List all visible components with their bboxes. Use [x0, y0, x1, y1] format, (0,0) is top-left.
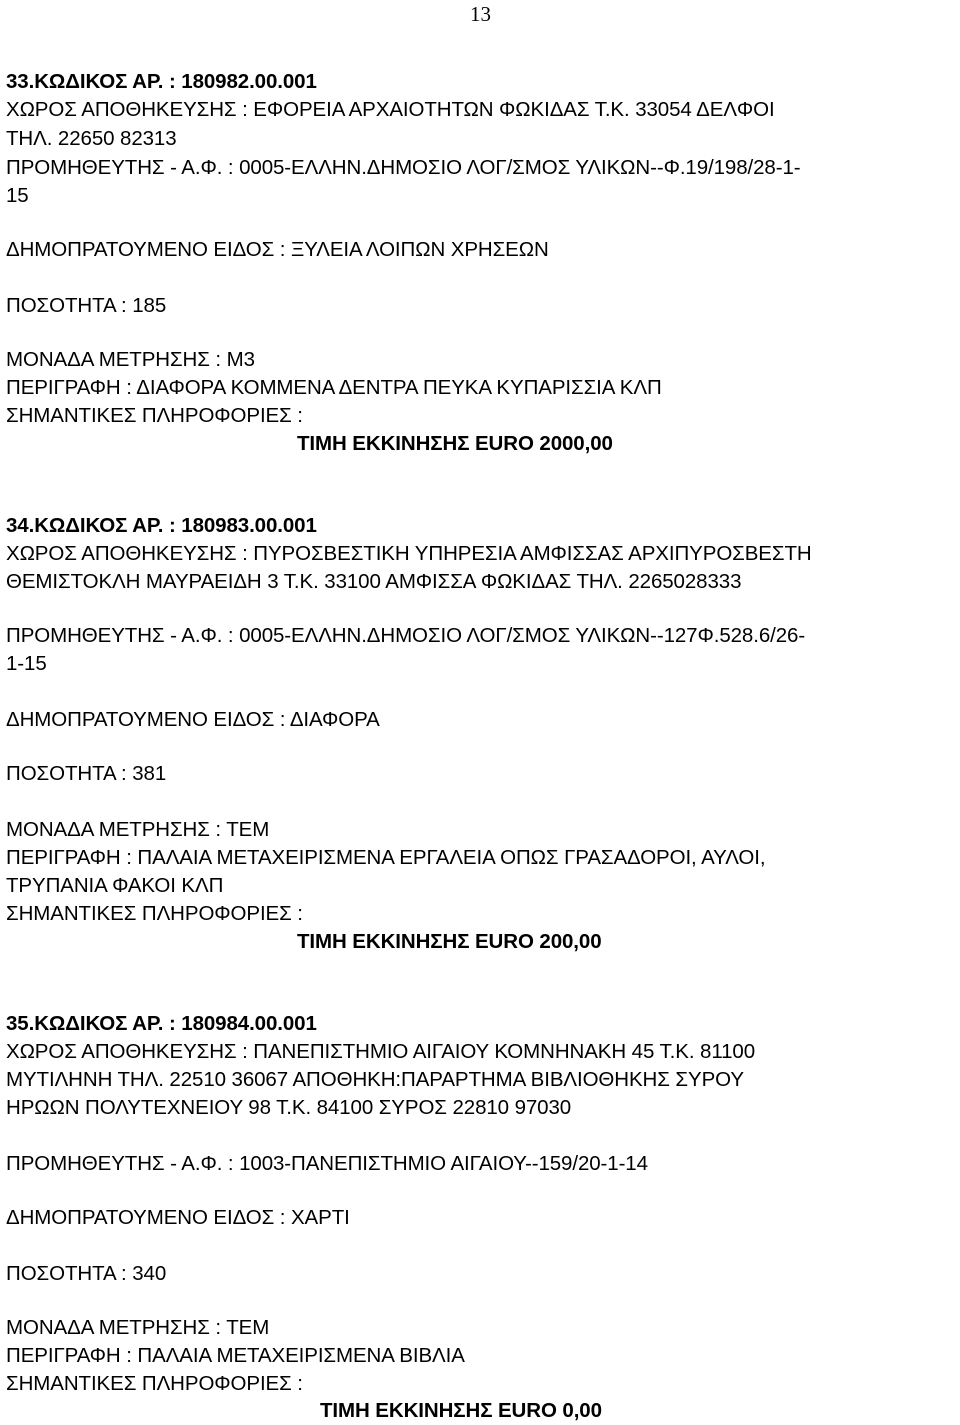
entry-storage-line-2: ΘΕΜΙΣΤΟΚΛΗ ΜΑΥΡΑΕΙΔΗ 3 Τ.Κ. 33100 ΑΜΦΙΣΣΑ ΦΩΚΙΔΑΣ ΤΗΛ. 2265028333 [6, 570, 742, 593]
entry-description: ΠΕΡΙΓΡΑΦΗ : ΠΑΛΑΙΑ ΜΕΤΑΧΕΙΡΙΣΜΕΝΑ ΕΡΓΑΛΕΙΑ ΟΠΩΣ ΓΡΑΣΑΔΟΡΟΙ, ΑΥΛΟΙ, [6, 846, 766, 869]
entry-price: ΤΙΜΗ ΕΚΚΙΝΗΣΗΣ EURO 2000,00 [297, 432, 613, 455]
entry-supplier-line-2: 1-15 [6, 652, 47, 675]
entry-item: ΔΗΜΟΠΡΑΤΟΥΜΕΝΟ ΕΙΔΟΣ : ΔΙΑΦΟΡΑ [6, 708, 380, 731]
entry-description: ΠΕΡΙΓΡΑΦΗ : ΔΙΑΦΟΡΑ ΚΟΜΜΕΝΑ ΔΕΝΤΡΑ ΠΕΥΚΑ ΚΥΠΑΡΙΣΣΙΑ ΚΛΠ [6, 376, 662, 399]
entry-storage: ΧΩΡΟΣ ΑΠΟΘΗΚΕΥΣΗΣ : ΠΥΡΟΣΒΕΣΤΙΚΗ ΥΠΗΡΕΣΙΑ ΑΜΦΙΣΣΑΣ ΑΡΧΙΠΥΡΟΣΒΕΣΤΗ [6, 542, 812, 565]
entry-quantity: ΠΟΣΟΤΗΤΑ : 185 [6, 294, 167, 317]
entry-item: ΔΗΜΟΠΡΑΤΟΥΜΕΝΟ ΕΙΔΟΣ : ΧΑΡΤΙ [6, 1206, 350, 1229]
entry-item: ΔΗΜΟΠΡΑΤΟΥΜΕΝΟ ΕΙΔΟΣ : ΞΥΛΕΙΑ ΛΟΙΠΩΝ ΧΡΗΣΕΩΝ [6, 238, 549, 261]
entry-storage-line-2: ΤΗΛ. 22650 82313 [6, 127, 177, 150]
entry-info: ΣΗΜΑΝΤΙΚΕΣ ΠΛΗΡΟΦΟΡΙΕΣ : [6, 1372, 303, 1395]
entry-storage: ΧΩΡΟΣ ΑΠΟΘΗΚΕΥΣΗΣ : ΠΑΝΕΠΙΣΤΗΜΙΟ ΑΙΓΑΙΟΥ ΚΟΜΝΗΝΑΚΗ 45 Τ.Κ. 81100 [6, 1040, 756, 1063]
entry-code: 35.ΚΩΔΙΚΟΣ ΑΡ. : 180984.00.001 [6, 1012, 317, 1035]
entry-price: ΤΙΜΗ ΕΚΚΙΝΗΣΗΣ EURO 200,00 [297, 930, 602, 953]
entry-description: ΠΕΡΙΓΡΑΦΗ : ΠΑΛΑΙΑ ΜΕΤΑΧΕΙΡΙΣΜΕΝΑ ΒΙΒΛΙΑ [6, 1344, 465, 1367]
entry-supplier: ΠΡΟΜΗΘΕΥΤΗΣ - Α.Φ. : 1003-ΠΑΝΕΠΙΣΤΗΜΙΟ ΑΙΓΑΙΟΥ--159/20-1-14 [6, 1152, 648, 1175]
entry-quantity: ΠΟΣΟΤΗΤΑ : 340 [6, 1262, 167, 1285]
entry-supplier: ΠΡΟΜΗΘΕΥΤΗΣ - Α.Φ. : 0005-ΕΛΛΗΝ.ΔΗΜΟΣΙΟ ΛΟΓ/ΣΜΟΣ ΥΛΙΚΩΝ--Φ.19/198/28-1- [6, 156, 801, 179]
entry-unit: ΜΟΝΑΔΑ ΜΕΤΡΗΣΗΣ : ΤΕΜ [6, 1316, 270, 1339]
entry-storage-line-2: ΜΥΤΙΛΗΝΗ ΤΗΛ. 22510 36067 ΑΠΟΘΗΚΗ:ΠΑΡΑΡΤΗΜΑ ΒΙΒΛΙΟΘΗΚΗΣ ΣΥΡΟΥ [6, 1068, 744, 1091]
entry-supplier: ΠΡΟΜΗΘΕΥΤΗΣ - Α.Φ. : 0005-ΕΛΛΗΝ.ΔΗΜΟΣΙΟ ΛΟΓ/ΣΜΟΣ ΥΛΙΚΩΝ--127Φ.528.6/26- [6, 624, 806, 647]
entry-storage-line-3: ΗΡΩΩΝ ΠΟΛΥΤΕΧΝΕΙΟΥ 98 Τ.Κ. 84100 ΣΥΡΟΣ 22810 97030 [6, 1096, 572, 1119]
entry-description-line-2: ΤΡΥΠΑΝΙΑ ΦΑΚΟΙ ΚΛΠ [6, 874, 224, 897]
entry-unit: ΜΟΝΑΔΑ ΜΕΤΡΗΣΗΣ : Μ3 [6, 348, 255, 371]
page-number: 13 [470, 2, 491, 26]
entry-info: ΣΗΜΑΝΤΙΚΕΣ ΠΛΗΡΟΦΟΡΙΕΣ : [6, 404, 303, 427]
entry-quantity: ΠΟΣΟΤΗΤΑ : 381 [6, 762, 167, 785]
entry-code: 34.ΚΩΔΙΚΟΣ ΑΡ. : 180983.00.001 [6, 514, 317, 537]
entry-info: ΣΗΜΑΝΤΙΚΕΣ ΠΛΗΡΟΦΟΡΙΕΣ : [6, 902, 303, 925]
entry-price: ΤΙΜΗ ΕΚΚΙΝΗΣΗΣ EURO 0,00 [320, 1399, 602, 1422]
entry-storage: ΧΩΡΟΣ ΑΠΟΘΗΚΕΥΣΗΣ : ΕΦΟΡΕΙΑ ΑΡΧΑΙΟΤΗΤΩΝ ΦΩΚΙΔΑΣ Τ.Κ. 33054 ΔΕΛΦΟΙ [6, 98, 775, 121]
entry-supplier-line-2: 15 [6, 184, 29, 207]
entry-unit: ΜΟΝΑΔΑ ΜΕΤΡΗΣΗΣ : ΤΕΜ [6, 818, 270, 841]
entry-code: 33.ΚΩΔΙΚΟΣ ΑΡ. : 180982.00.001 [6, 70, 317, 93]
